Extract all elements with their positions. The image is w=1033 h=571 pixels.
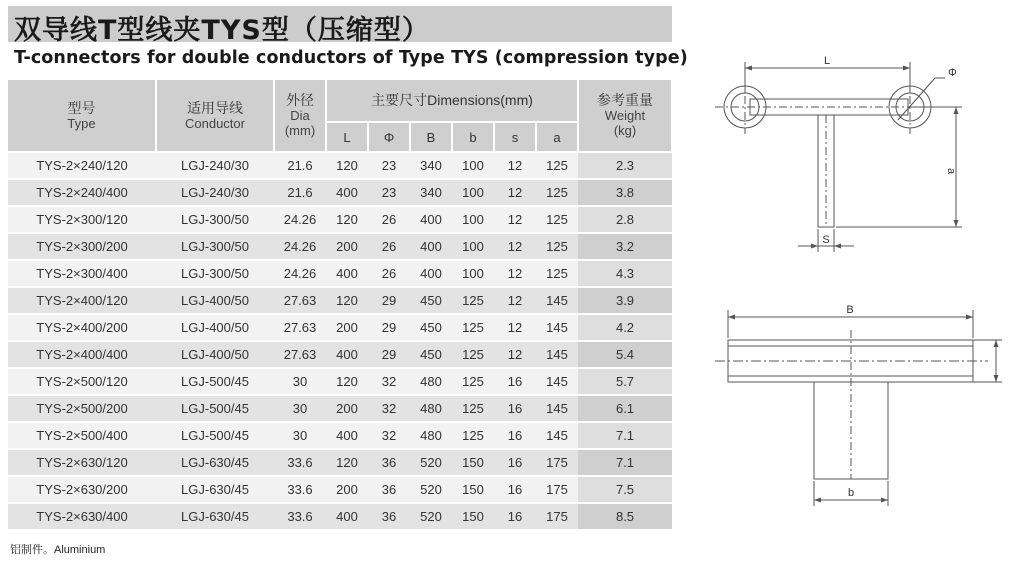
header-dia: 外径 Dia (mm) <box>274 80 326 152</box>
cell-dia: 27.63 <box>274 287 326 314</box>
cell-a: 145 <box>536 368 578 395</box>
table-row <box>8 233 672 260</box>
cell-B: 450 <box>410 341 452 368</box>
label-B: B <box>846 304 854 316</box>
cell-a: 145 <box>536 287 578 314</box>
cell-dia: 27.63 <box>274 314 326 341</box>
cell-s: 12 <box>494 152 536 179</box>
cell-B: 480 <box>410 395 452 422</box>
cell-a: 175 <box>536 449 578 476</box>
cell-type: TYS-2×630/120 <box>8 449 156 476</box>
table-row <box>8 449 672 476</box>
spec-table <box>8 80 673 531</box>
cell-L: 200 <box>326 395 368 422</box>
page-title-chinese: 双导线T型线夹TYS型（压缩型） <box>14 15 430 46</box>
cell-weight: 7.1 <box>578 422 672 449</box>
cell-a: 125 <box>536 233 578 260</box>
table-row <box>8 503 672 530</box>
cell-s: 12 <box>494 179 536 206</box>
cell-phi: 26 <box>368 206 410 233</box>
cell-dia: 21.6 <box>274 152 326 179</box>
cell-conductor: LGJ-500/45 <box>156 422 274 449</box>
cell-b: 150 <box>452 476 494 503</box>
cell-dia: 30 <box>274 422 326 449</box>
cell-b: 100 <box>452 179 494 206</box>
cell-B: 400 <box>410 260 452 287</box>
table-row <box>8 341 672 368</box>
cell-weight: 2.8 <box>578 206 672 233</box>
header-phi: Φ <box>368 122 410 152</box>
cell-L: 120 <box>326 368 368 395</box>
header-weight: 参考重量 Weight (kg) <box>578 80 672 152</box>
cell-dia: 33.6 <box>274 449 326 476</box>
cell-phi: 29 <box>368 314 410 341</box>
cell-phi: 36 <box>368 449 410 476</box>
cell-B: 450 <box>410 314 452 341</box>
arrow-a-top <box>954 107 959 114</box>
cell-conductor: LGJ-400/50 <box>156 314 274 341</box>
cell-weight: 5.4 <box>578 341 672 368</box>
arrow-B-right <box>966 315 973 320</box>
cell-s: 16 <box>494 449 536 476</box>
cell-b: 150 <box>452 503 494 530</box>
cell-type: TYS-2×500/120 <box>8 368 156 395</box>
cell-dia: 30 <box>274 395 326 422</box>
cell-phi: 23 <box>368 179 410 206</box>
cell-type: TYS-2×300/120 <box>8 206 156 233</box>
arrow-B-left <box>728 315 735 320</box>
footnote: 铝制件。Aluminium <box>10 544 106 556</box>
cell-dia: 30 <box>274 368 326 395</box>
cell-B: 400 <box>410 206 452 233</box>
cell-a: 145 <box>536 314 578 341</box>
label-phi: Φ <box>948 67 957 79</box>
cell-s: 16 <box>494 476 536 503</box>
table-row <box>8 179 672 206</box>
technical-drawing <box>690 40 1020 520</box>
label-s: S <box>822 234 830 246</box>
label-a: a <box>945 167 957 175</box>
cell-type: TYS-2×500/200 <box>8 395 156 422</box>
cell-dia: 21.6 <box>274 179 326 206</box>
cell-a: 145 <box>536 395 578 422</box>
table-row <box>8 368 672 395</box>
header-type: 型号 Type <box>8 80 156 152</box>
cell-B: 340 <box>410 152 452 179</box>
cell-B: 520 <box>410 449 452 476</box>
cell-b: 125 <box>452 395 494 422</box>
cell-phi: 32 <box>368 395 410 422</box>
cell-L: 200 <box>326 314 368 341</box>
cell-L: 400 <box>326 179 368 206</box>
cell-weight: 5.7 <box>578 368 672 395</box>
cell-conductor: LGJ-630/45 <box>156 503 274 530</box>
table-row <box>8 206 672 233</box>
cell-dia: 24.26 <box>274 206 326 233</box>
arrow-b-right <box>881 498 888 503</box>
cell-a: 175 <box>536 503 578 530</box>
cell-type: TYS-2×630/400 <box>8 503 156 530</box>
cell-b: 100 <box>452 233 494 260</box>
arrow-L-right <box>903 66 910 71</box>
cell-a: 125 <box>536 179 578 206</box>
cell-b: 125 <box>452 422 494 449</box>
cell-a: 125 <box>536 152 578 179</box>
spec-table-body <box>8 152 672 530</box>
cell-B: 450 <box>410 287 452 314</box>
page-title-english: T-connectors for double conductors of Type TYS (compression type) <box>14 48 688 68</box>
cell-phi: 23 <box>368 152 410 179</box>
cell-phi: 36 <box>368 503 410 530</box>
arrow-h-bottom <box>994 375 999 382</box>
cell-phi: 29 <box>368 341 410 368</box>
cell-type: TYS-2×240/400 <box>8 179 156 206</box>
cell-L: 400 <box>326 341 368 368</box>
cell-conductor: LGJ-500/45 <box>156 395 274 422</box>
cell-phi: 29 <box>368 287 410 314</box>
label-L: L <box>823 55 831 67</box>
cell-L: 400 <box>326 260 368 287</box>
table-row <box>8 395 672 422</box>
cell-B: 340 <box>410 179 452 206</box>
cell-type: TYS-2×300/400 <box>8 260 156 287</box>
cell-s: 12 <box>494 206 536 233</box>
cell-L: 120 <box>326 152 368 179</box>
cell-a: 145 <box>536 422 578 449</box>
cell-weight: 3.9 <box>578 287 672 314</box>
cell-type: TYS-2×400/120 <box>8 287 156 314</box>
cell-a: 125 <box>536 206 578 233</box>
arrow-b-left <box>814 498 821 503</box>
cell-s: 12 <box>494 341 536 368</box>
label-b: b <box>847 487 855 499</box>
cell-weight: 6.1 <box>578 395 672 422</box>
header-dimensions: 主要尺寸Dimensions(mm) <box>326 80 578 122</box>
cell-b: 150 <box>452 449 494 476</box>
cell-phi: 32 <box>368 368 410 395</box>
cell-L: 400 <box>326 503 368 530</box>
cell-phi: 26 <box>368 260 410 287</box>
cell-b: 125 <box>452 341 494 368</box>
cell-phi: 32 <box>368 422 410 449</box>
table-row <box>8 314 672 341</box>
cell-conductor: LGJ-300/50 <box>156 260 274 287</box>
header-b-small: b <box>452 122 494 152</box>
cell-a: 125 <box>536 260 578 287</box>
cell-weight: 4.2 <box>578 314 672 341</box>
cell-L: 120 <box>326 206 368 233</box>
cell-conductor: LGJ-630/45 <box>156 476 274 503</box>
cell-B: 400 <box>410 233 452 260</box>
cell-b: 125 <box>452 368 494 395</box>
cell-weight: 7.5 <box>578 476 672 503</box>
cell-b: 125 <box>452 287 494 314</box>
cell-s: 16 <box>494 422 536 449</box>
cell-conductor: LGJ-240/30 <box>156 152 274 179</box>
cell-type: TYS-2×400/200 <box>8 314 156 341</box>
cell-L: 200 <box>326 476 368 503</box>
front-view <box>715 310 1002 506</box>
cell-b: 100 <box>452 206 494 233</box>
cell-weight: 7.1 <box>578 449 672 476</box>
cell-dia: 33.6 <box>274 476 326 503</box>
cell-s: 12 <box>494 260 536 287</box>
cell-conductor: LGJ-500/45 <box>156 368 274 395</box>
arrow-s-left <box>811 244 818 249</box>
arrowheads <box>728 66 999 503</box>
arrow-s-right <box>834 244 841 249</box>
cell-s: 12 <box>494 287 536 314</box>
arrow-a-bottom <box>954 220 959 227</box>
cell-s: 16 <box>494 395 536 422</box>
cell-L: 120 <box>326 449 368 476</box>
top-view <box>715 62 962 252</box>
header-L: L <box>326 122 368 152</box>
cell-weight: 2.3 <box>578 152 672 179</box>
cell-weight: 8.5 <box>578 503 672 530</box>
cell-dia: 33.6 <box>274 503 326 530</box>
cell-L: 400 <box>326 422 368 449</box>
table-row <box>8 476 672 503</box>
cell-type: TYS-2×500/400 <box>8 422 156 449</box>
cell-s: 12 <box>494 314 536 341</box>
cell-b: 100 <box>452 260 494 287</box>
cell-b: 125 <box>452 314 494 341</box>
header-a: a <box>536 122 578 152</box>
cell-B: 520 <box>410 503 452 530</box>
cell-s: 12 <box>494 233 536 260</box>
cell-L: 200 <box>326 233 368 260</box>
cell-dia: 24.26 <box>274 260 326 287</box>
cell-type: TYS-2×630/200 <box>8 476 156 503</box>
cell-conductor: LGJ-400/50 <box>156 287 274 314</box>
cell-weight: 3.8 <box>578 179 672 206</box>
header-s: s <box>494 122 536 152</box>
cell-dia: 27.63 <box>274 341 326 368</box>
cell-conductor: LGJ-240/30 <box>156 179 274 206</box>
cell-type: TYS-2×240/120 <box>8 152 156 179</box>
cell-s: 16 <box>494 368 536 395</box>
cell-phi: 26 <box>368 233 410 260</box>
cell-dia: 24.26 <box>274 233 326 260</box>
cell-conductor: LGJ-300/50 <box>156 206 274 233</box>
cell-b: 100 <box>452 152 494 179</box>
cell-type: TYS-2×300/200 <box>8 233 156 260</box>
cell-conductor: LGJ-300/50 <box>156 233 274 260</box>
table-row <box>8 287 672 314</box>
arrow-L-left <box>745 66 752 71</box>
cell-conductor: LGJ-400/50 <box>156 341 274 368</box>
cell-B: 480 <box>410 368 452 395</box>
cell-B: 480 <box>410 422 452 449</box>
table-row <box>8 152 672 179</box>
cell-type: TYS-2×400/400 <box>8 341 156 368</box>
cell-weight: 4.3 <box>578 260 672 287</box>
arrow-h-top <box>994 340 999 347</box>
cell-phi: 36 <box>368 476 410 503</box>
table-row <box>8 260 672 287</box>
cell-s: 16 <box>494 503 536 530</box>
cell-weight: 3.2 <box>578 233 672 260</box>
cell-conductor: LGJ-630/45 <box>156 449 274 476</box>
header-conductor: 适用导线 Conductor <box>156 80 274 152</box>
cell-B: 520 <box>410 476 452 503</box>
table-row <box>8 422 672 449</box>
cell-a: 175 <box>536 476 578 503</box>
header-B: B <box>410 122 452 152</box>
cell-a: 145 <box>536 341 578 368</box>
cell-L: 120 <box>326 287 368 314</box>
